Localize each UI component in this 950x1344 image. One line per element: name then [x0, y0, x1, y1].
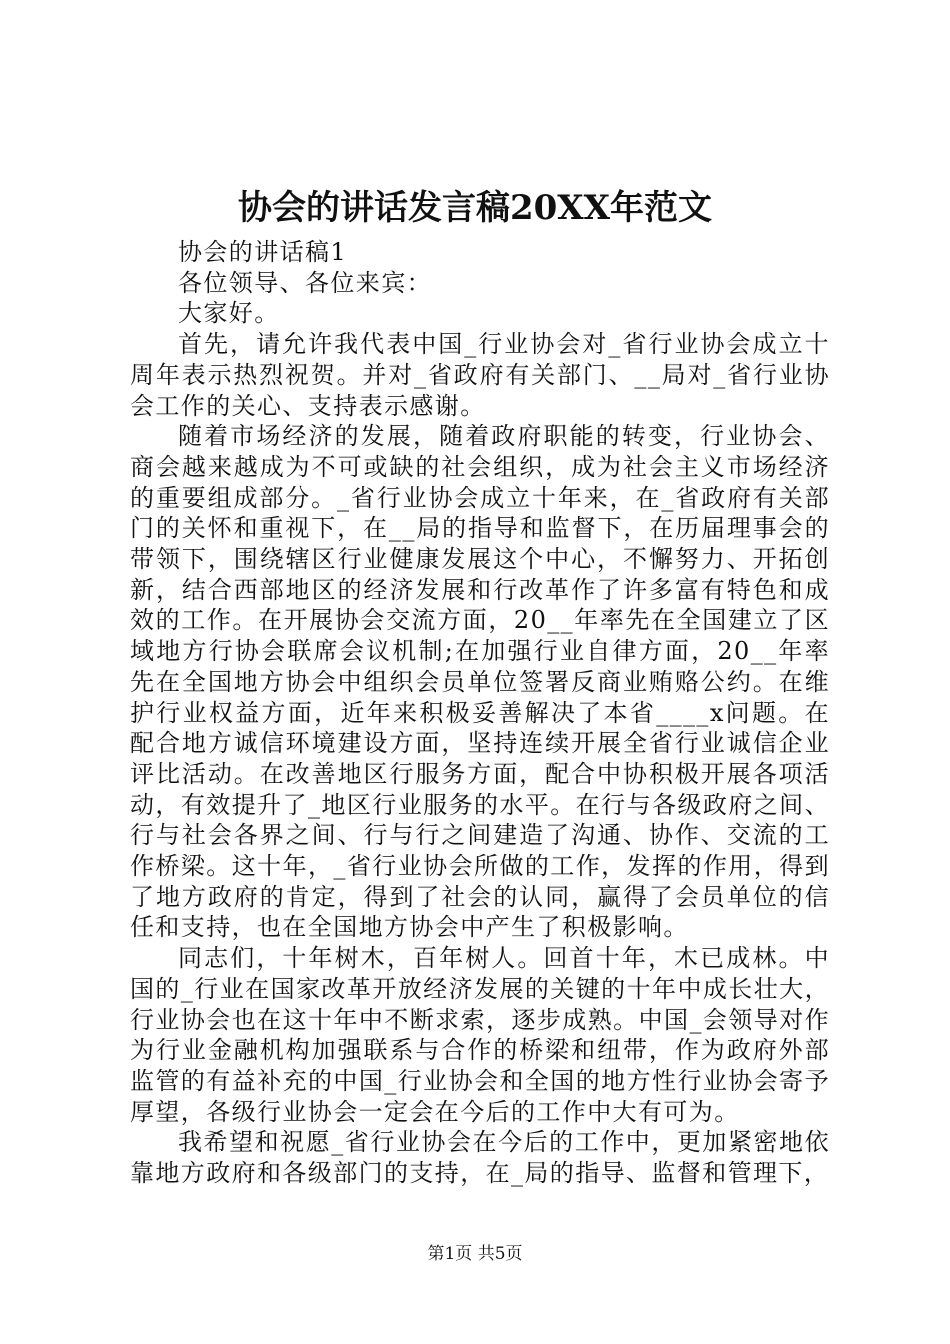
- paragraph-greeting: 大家好。: [178, 299, 280, 328]
- paragraph: 首先，请允许我代表中国_行业协会对_省行业协会成立十周年表示热烈祝贺。并对_省政府有关部门、__局对_省行业协会工作的关心、支持表示感谢。: [130, 330, 830, 420]
- document-title: 协会的讲话发言稿20XX年范文: [237, 188, 713, 228]
- paragraph-heading: 协会的讲话稿1: [178, 238, 348, 266]
- paragraph: 同志们，十年树木，百年树人。回首十年，木已成林。中国的_行业在国家改革开放经济发展的关键的十年中成长壮大，行业协会也在这十年中不断求索，逐步成熟。中国_会领导对作为行业金融机构加强联系与合作的桥梁和纽带，作为政府外部监管的有益补充的中国_行业协会和全国的地方性行业协会寄予厚望，各级行业协会一定会在今后的工作中大有可为。: [130, 944, 830, 1126]
- paragraph: 我希望和祝愿_省行业协会在今后的工作中，更加紧密地依靠地方政府和各级部门的支持，在_局的指导、监督和管理下，: [130, 1128, 830, 1188]
- document-body: [130, 237, 830, 1189]
- paragraph-salutation: 各位领导、各位来宾：: [178, 268, 432, 297]
- page-footer: 第1页 共5页: [427, 1244, 523, 1264]
- paragraph: 随着市场经济的发展，随着政府职能的转变，行业协会、商会越来越成为不可或缺的社会组织，成为社会主义市场经济的重要组成部分。_省行业协会成立十年来，在_省政府有关部门的关怀和重视下，在__局的指导和监督下，在历届理事会的带领下，围绕辖区行业健康发展这个中心，不懈努力、开拓创新，结合西部地区的经济发展和行改革作了许多富有特色和成效的工作。在开展协会交流方面，20__年率先在全国建立了区域地方行协会联席会议机制;在加强行业自律方面，20__年率先在全国地方协会中组织会员单位签署反商业贿赂公约。在维护行业权益方面，近年来积极妥善解决了本省____x问题。在配合地方诚信环境建设方面，坚持连续开展全省行业诚信企业评比活动。在改善地区行服务方面，配合中协积极开展各项活动，有效提升了_地区行业服务的水平。在行与各级政府之间、行与社会各界之间、行与行之间建造了沟通、协作、交流的工作桥梁。这十年，_省行业协会所做的工作，发挥的作用，得到了地方政府的肯定，得到了社会的认同，赢得了会员单位的信任和支持，也在全国地方协会中产生了积极影响。: [130, 422, 830, 942]
